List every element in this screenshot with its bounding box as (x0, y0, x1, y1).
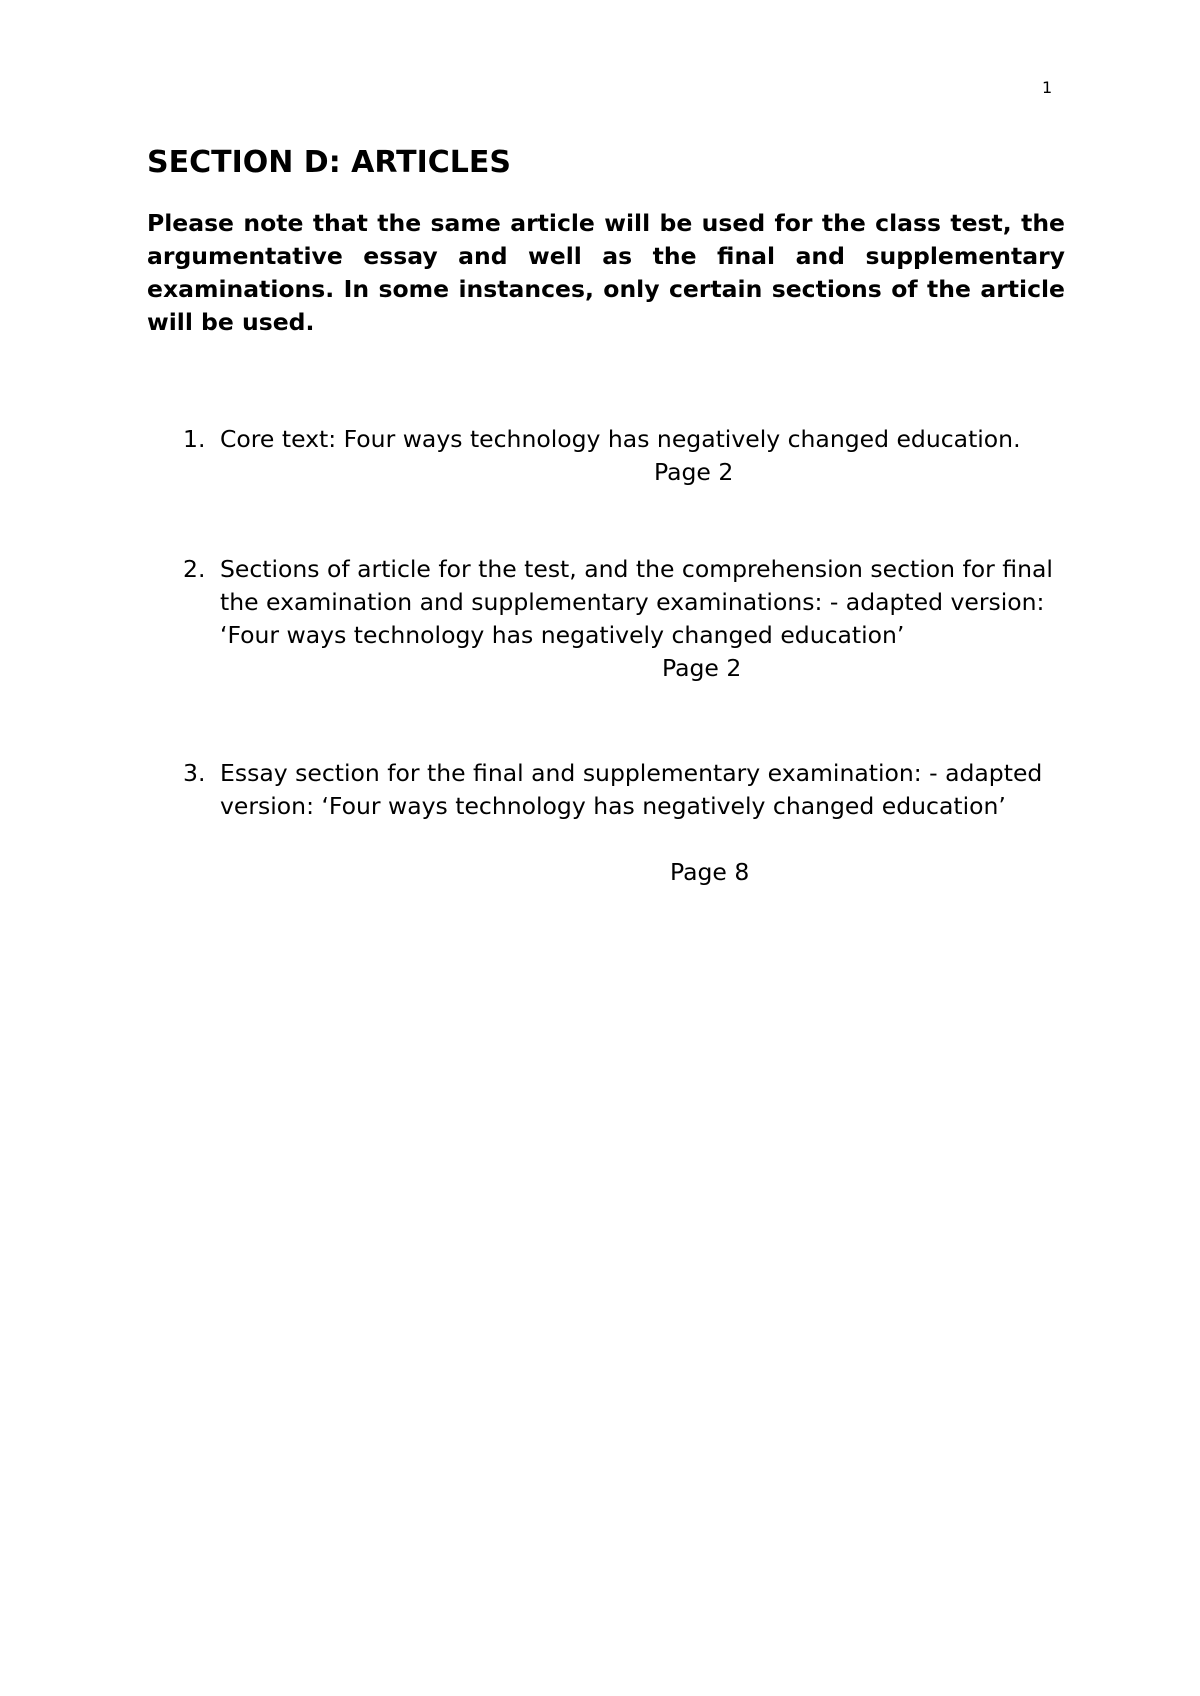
page-number: 1 (1042, 78, 1053, 97)
list-item-number: 1. (183, 425, 206, 453)
list-item (147, 553, 1065, 682)
section-note: Please note that the same article will be used for the class test, the argumentative essay and well as the final and supplementary examinations. In some instances, only certain sections of the article will be used. (147, 209, 1065, 336)
list-item (147, 423, 1065, 486)
list-item-text: Sections of article for the test, and the comprehension section for final the examination and supplementary examinations: - adapted version: ‘Four ways technology has negatively changed education’ (220, 555, 1053, 649)
list-item (147, 757, 1065, 886)
list-item-text: Essay section for the final and supplementary examination: - adapted version: ‘Four ways technology has negatively changed education’ (220, 759, 1043, 820)
list-item-page-reference: Page 2 (662, 654, 742, 682)
list-item-number: 3. (183, 759, 206, 787)
list-item-page-reference: Page 8 (670, 858, 750, 886)
section-title: SECTION D: ARTICLES (147, 145, 511, 180)
list-item-text: Core text: Four ways technology has negatively changed education. (220, 425, 1021, 453)
list-item-number: 2. (183, 555, 206, 583)
list-item-page-reference: Page 2 (654, 458, 734, 486)
